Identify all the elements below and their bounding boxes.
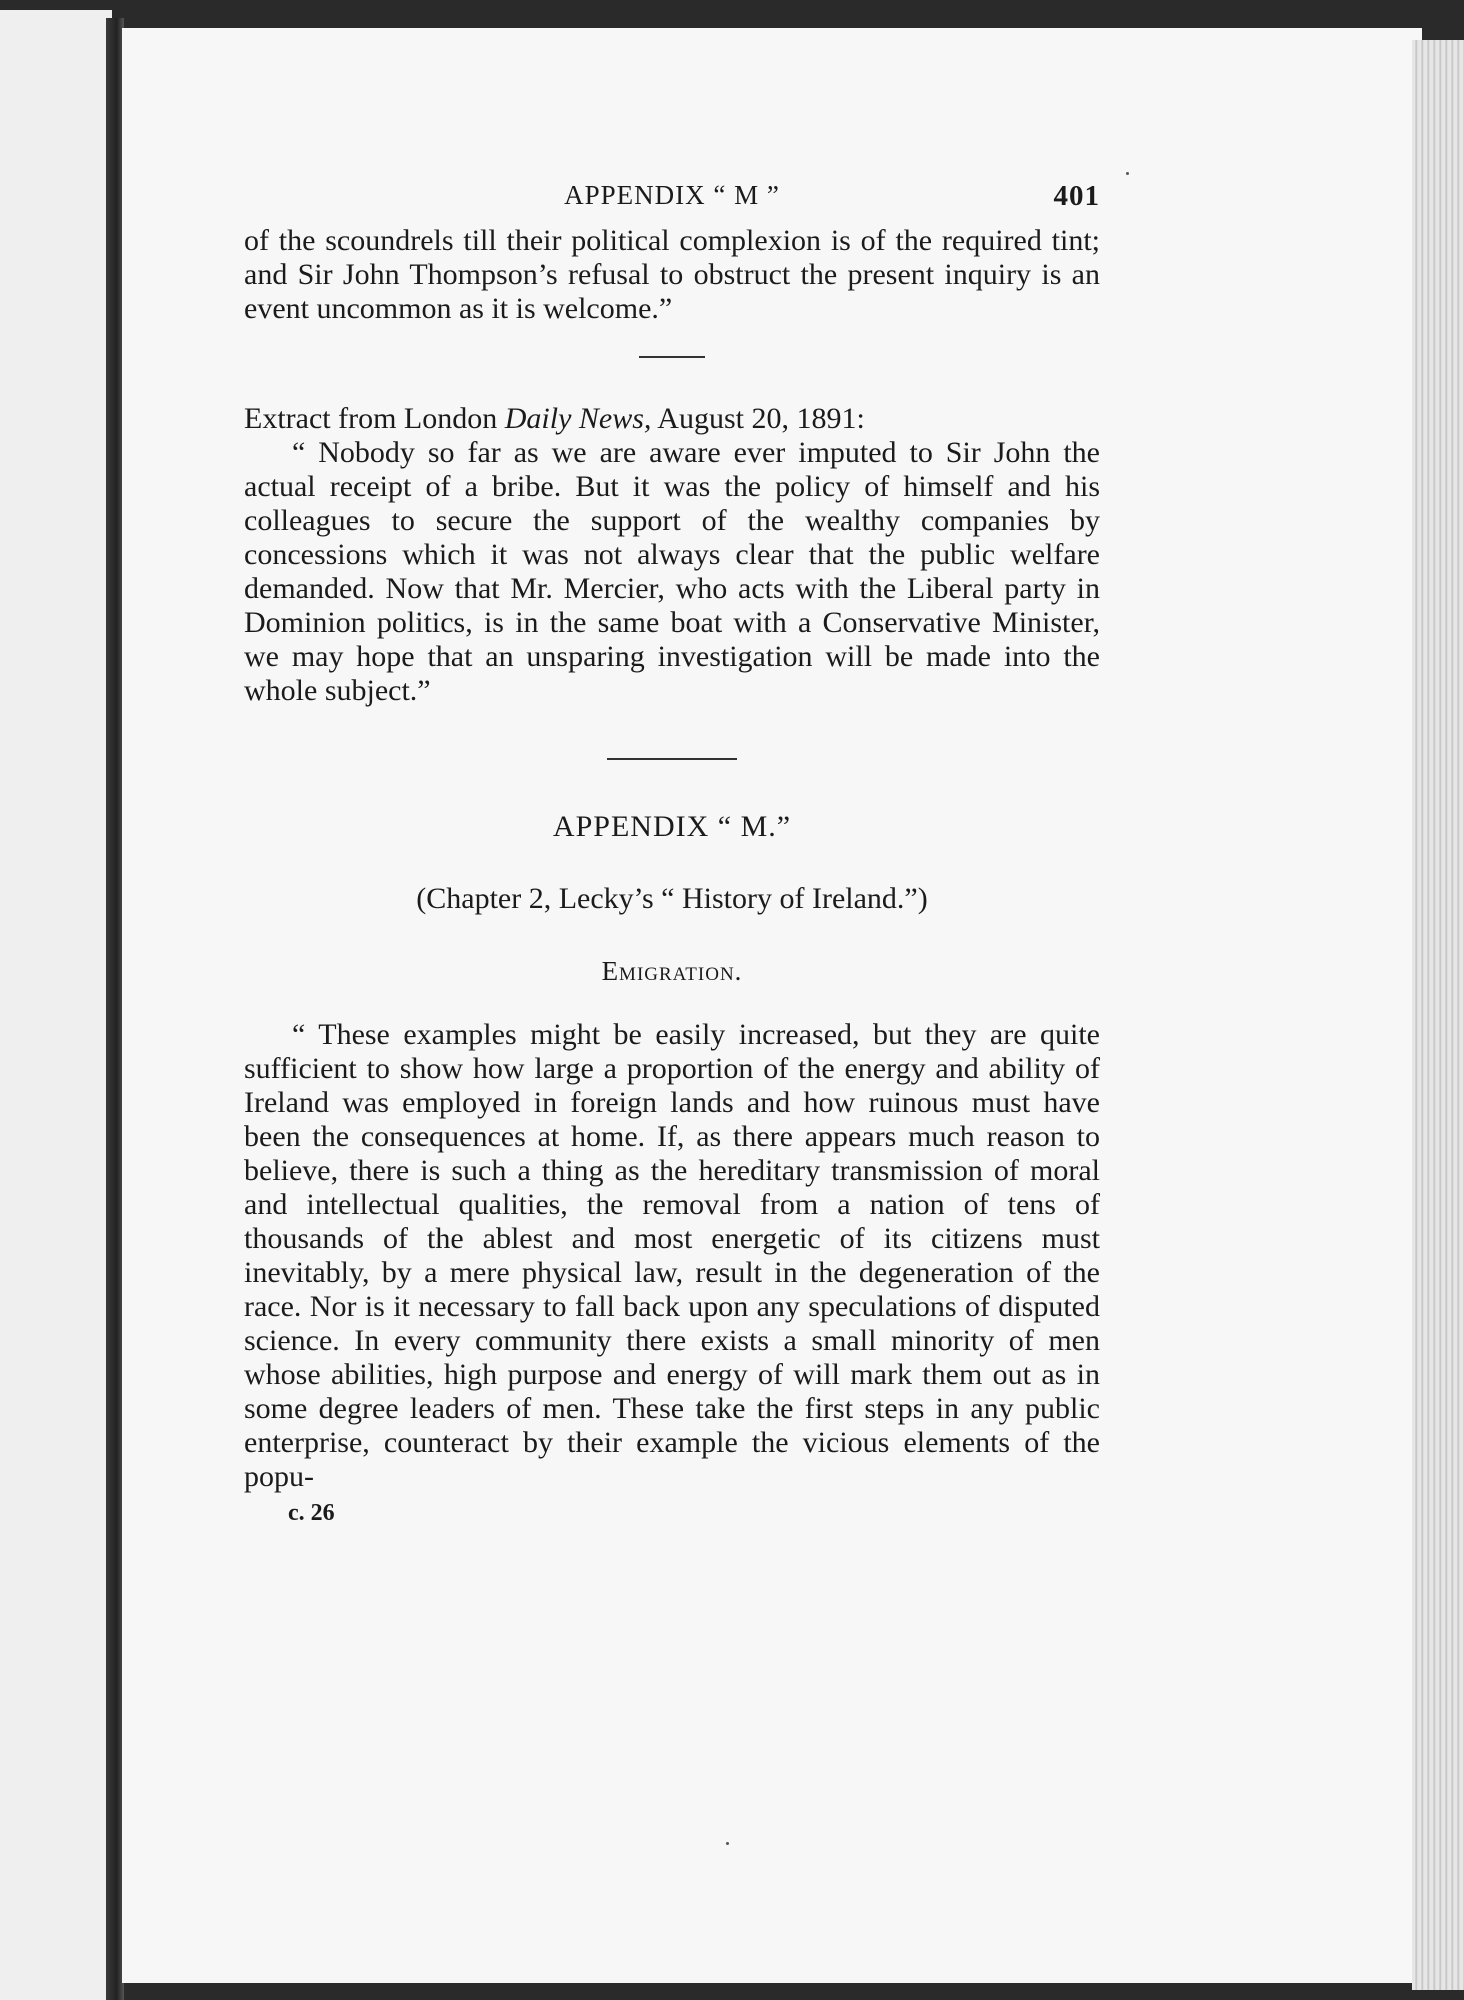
extract-intro-suffix: August 20, 1891: bbox=[651, 402, 865, 435]
chapter-reference: (Chapter 2, Lecky’s “ History of Ireland.”) bbox=[416, 882, 928, 915]
running-head-title: APPENDIX “ M ” bbox=[564, 180, 780, 210]
appendix-body: “ These examples might be easily increased, but they are quite sufficient to show how large a proportion of the energy and ability of Ireland was employed in foreign lands and how ruinous must have been the consequences at home. If, as there appears much reason to believe, there is such a thing as the hereditary transmission of moral and intellectual qualities, the removal from a nation of tens of thousands of the ablest and most energetic of its citizens must inevitably, by a mere physical law, result in the degeneration of the race. Nor is it necessary to fall back upon any speculations of disputed science. In every community there exists a small minority of men whose abilities, high purpose and energy of will mark them out as in some degree leaders of men. These take the first steps in any public enterprise, counteract by their example the vicious elements of the popu- bbox=[244, 1018, 1100, 1493]
appendix-divider bbox=[607, 758, 737, 760]
appendix-title: APPENDIX “ M.” bbox=[552, 810, 792, 843]
signature-mark: c. 26 bbox=[288, 1500, 335, 1526]
dust-speck bbox=[726, 1842, 729, 1845]
continued-paragraph: of the scoundrels till their political complexion is of the required tint; and Sir John Thompson’s refusal to obstruct the present inquiry is an event uncommon as it is welcome.” bbox=[244, 224, 1100, 325]
extract-intro-prefix: Extract from London bbox=[244, 402, 505, 435]
page-number: 401 bbox=[1053, 180, 1100, 212]
extract-quote: “ Nobody so far as we are aware ever imputed to Sir John the actual receipt of a bribe. But it was the policy of himself and his colleagues to secure the support of the wealthy companies by concessions which it was not always clear that the public welfare demanded. Now that Mr. Mercier, who acts with the Liberal party in Dominion politics, is in the same boat with a Conservative Minister, we may hope that an unsparing investigation will be made into the whole subject.” bbox=[244, 436, 1100, 707]
section-heading: Emigration. bbox=[601, 956, 743, 986]
extract-source: Daily News, bbox=[504, 402, 652, 435]
section-divider bbox=[639, 356, 705, 358]
running-head bbox=[244, 180, 1100, 224]
extract-intro bbox=[244, 402, 1100, 436]
page-text bbox=[244, 180, 1100, 1528]
facing-page-edge bbox=[0, 10, 112, 2000]
dust-speck bbox=[1126, 172, 1129, 175]
page-stack-edge bbox=[1412, 40, 1464, 1990]
